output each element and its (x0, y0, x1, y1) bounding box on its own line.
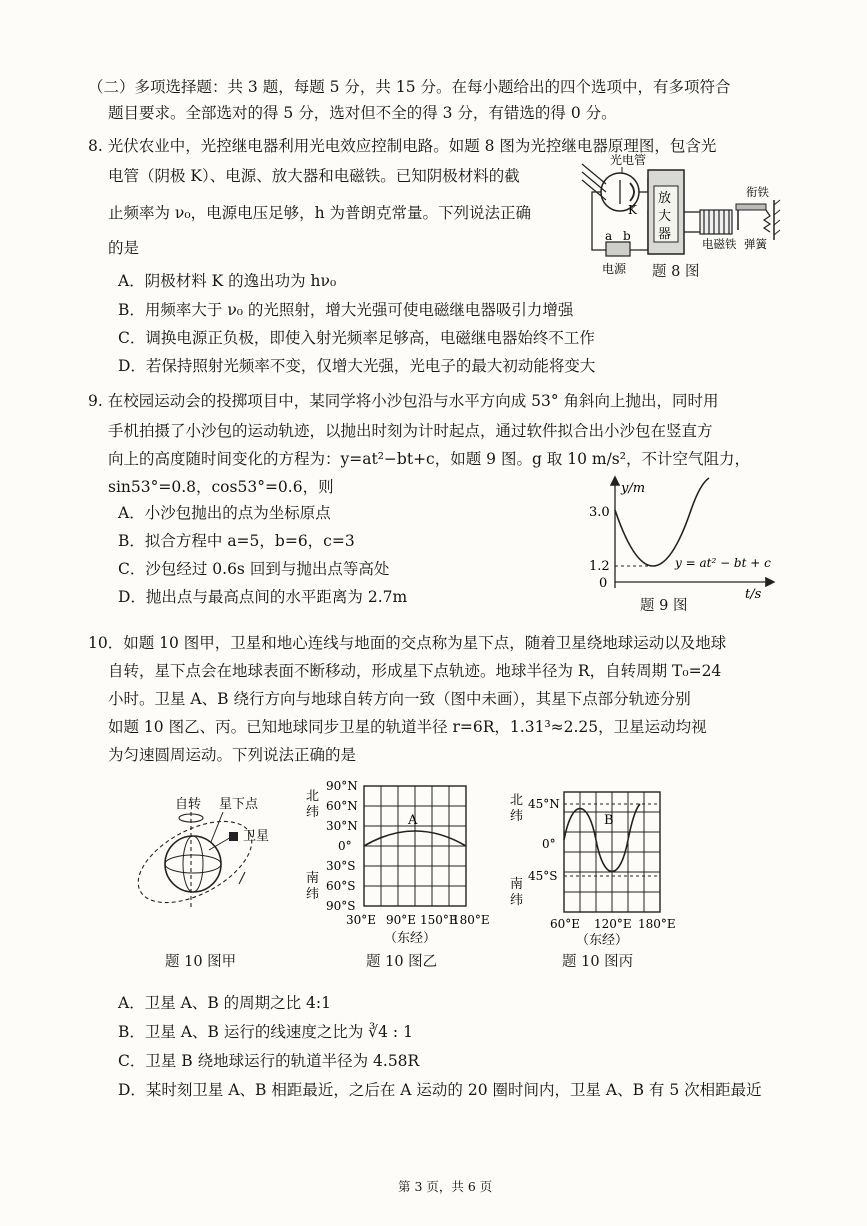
q9-stem-line1: 9. 在校园运动会的投掷项目中，某同学将小沙包沿与水平方向成 53° 角斜向上抛出，同时用 (88, 392, 719, 410)
track-b-curve (564, 804, 640, 872)
lon-label: （东经） (384, 931, 437, 946)
q10-option-a[interactable]: A．卫星 A、B 的周期之比 4:1 (118, 994, 332, 1012)
amplifier-label-1: 放 (658, 191, 672, 206)
q10-option-b[interactable]: B．卫星 A、B 运行的线速度之比为 ∛4 : 1 (118, 1023, 413, 1041)
satellite-label: 卫星 (243, 829, 270, 844)
tick-0: 0 (599, 576, 608, 591)
lon-120e: 120°E (594, 917, 632, 931)
q8-option-d[interactable]: D．若保持照射光频率不变，仅增大光强，光电子的最大初动能将变大 (118, 357, 596, 375)
terminal-b-label: b (623, 229, 631, 243)
lat-60n: 60°N (326, 799, 358, 813)
q10-stem-line2: 自转，星下点会在地球表面不断移动，形成星下点轨迹。地球半径为 R，自转周期 T₀=24 (108, 662, 722, 680)
amplifier-label-2: 大 (658, 209, 672, 224)
lat-60s: 60°S (326, 879, 356, 893)
lon-90e: 90°E (386, 913, 417, 927)
earth (165, 836, 221, 892)
lat-90n: 90°N (326, 779, 358, 793)
lon-label-c: （东经） (576, 933, 629, 948)
track-a-label: A (408, 813, 418, 828)
north-label-c-1: 北 (510, 793, 524, 808)
south-label-c-1: 南 (510, 877, 524, 892)
q10-stem-line5: 为匀速圆周运动。下列说法正确的是 (108, 746, 357, 764)
q9-graph (585, 470, 785, 600)
south-label-2: 纬 (306, 887, 320, 902)
q8-stem-line3: 止频率为 ν₀，电源电压足够，h 为普朗克常量。下列说法正确 (108, 204, 531, 222)
satellite-orbit (135, 805, 265, 920)
q9-figure-caption: 题 9 图 (640, 598, 688, 614)
lon-150e: 150°E (420, 913, 458, 927)
lat-90s: 90°S (326, 899, 356, 913)
q10-stem-line1: 10．如题 10 图甲，卫星和地心连线与地面的交点称为星下点，随着卫星绕地球运动以及地球 (88, 634, 727, 652)
tick-3-0: 3.0 (589, 505, 610, 520)
y-axis-label: y/m (621, 481, 646, 496)
electromagnet-core (700, 210, 732, 234)
q10-fig-c-caption: 题 10 图丙 (562, 954, 634, 970)
q10-fig-a (135, 790, 285, 930)
page-footer: 第 3 页，共 6 页 (398, 1179, 493, 1194)
lon-30e: 30°E (346, 913, 377, 927)
curve-equation: y = at² − bt + c (675, 556, 771, 570)
q10-fig-b (302, 778, 492, 948)
t-axis-label: t/s (745, 587, 762, 600)
q9-option-b[interactable]: B．拟合方程中 a=5，b=6，c=3 (118, 532, 355, 550)
lat-30n: 30°N (326, 819, 358, 833)
q10-fig-c (506, 784, 686, 948)
subpoint-label: 星下点 (219, 797, 259, 812)
power-source (606, 242, 630, 256)
south-label-1: 南 (306, 871, 320, 886)
light-rays (582, 164, 606, 200)
section-instructions-line1: （二）多项选择题：共 3 题，每题 5 分，共 15 分。在每小题给出的四个选项中，有多项符合 (88, 78, 731, 96)
q9-option-d[interactable]: D．抛出点与最高点间的水平距离为 2.7m (118, 588, 408, 606)
q10-stem-line4: 如题 10 图乙、丙。已知地球同步卫星的轨道半径 r=6R，1.31³≈2.25，卫星运动均视 (108, 718, 707, 736)
lon-180e-c: 180°E (638, 917, 676, 931)
north-label-c-2: 纬 (510, 809, 524, 824)
q9-option-c[interactable]: C．沙包经过 0.6s 回到与抛出点等高处 (118, 560, 390, 578)
q8-option-c[interactable]: C．调换电源正负极，即使入射光频率足够高，电磁继电器始终不工作 (118, 329, 595, 347)
q9-stem-line4: sin53°=0.8，cos53°=0.6，则 (108, 478, 334, 496)
q10-stem-line3: 小时。卫星 A、B 绕行方向与地球自转方向一致（图中未画），其星下点部分轨迹分别 (108, 690, 691, 708)
track-b-label: B (604, 813, 614, 828)
lon-180e: 180°E (452, 913, 490, 927)
q8-figure-caption: 题 8 图 (652, 264, 700, 280)
rotation-label: 自转 (175, 797, 202, 812)
q10-fig-b-caption: 题 10 图乙 (366, 954, 438, 970)
cathode-label: K (628, 203, 637, 217)
q10-option-c[interactable]: C．卫星 B 绕地球运行的轨道半径为 4.58R (118, 1052, 420, 1070)
q8-option-b[interactable]: B．用频率大于 ν₀ 的光照射，增大光强可使电磁继电器吸引力增强 (118, 301, 574, 319)
lat-0-c: 0° (542, 837, 556, 851)
tick-1-2: 1.2 (589, 559, 610, 574)
q8-option-a[interactable]: A．阴极材料 K 的逸出功为 hν₀ (118, 272, 337, 290)
q10-fig-a-caption: 题 10 图甲 (165, 954, 237, 970)
terminal-a-label: a (605, 229, 613, 243)
lat-45n: 45°N (528, 797, 560, 811)
amplifier-label-3: 器 (658, 227, 672, 242)
south-label-c-2: 纬 (510, 893, 524, 908)
north-label-1: 北 (306, 789, 320, 804)
lat-45s: 45°S (528, 869, 558, 883)
spring (764, 210, 770, 232)
power-label: 电源 (602, 262, 627, 276)
phototube-label: 光电管 (610, 153, 647, 167)
q9-stem-line2: 手机拍摄了小沙包的运动轨迹，以抛出时刻为计时起点，通过软件拟合出小沙包在竖直方 (108, 422, 713, 440)
lon-60e: 60°E (550, 917, 581, 931)
lat-0: 0° (338, 839, 352, 853)
q8-stem-line2: 电管（阴极 K）、电源、放大器和电磁铁。已知阴极材料的截 (108, 167, 520, 185)
q10-option-d[interactable]: D．某时刻卫星 A、B 相距最近，之后在 A 运动的 20 圈时间内，卫星 A、B 有 5 次相距最近 (118, 1081, 762, 1099)
satellite (229, 832, 238, 841)
north-label-2: 纬 (306, 805, 320, 820)
electromagnet-label: 电磁铁 (702, 237, 737, 251)
q8-stem-line1: 8. 光伏农业中，光控继电器利用光电效应控制电路。如题 8 图为光控继电器原理图，包含光 (88, 137, 717, 155)
armature-label: 衔铁 (746, 185, 769, 199)
armature-bar (736, 204, 766, 210)
q8-stem-line4: 的是 (108, 239, 140, 257)
q9-option-a[interactable]: A．小沙包抛出的点为坐标原点 (118, 504, 331, 522)
spring-label: 弹簧 (744, 237, 767, 251)
section-instructions-line2: 题目要求。全部选对的得 5 分，选对但不全的得 3 分，有错选的得 0 分。 (108, 104, 617, 122)
lat-30s: 30°S (326, 859, 356, 873)
q9-stem-line3: 向上的高度随时间变化的方程为：y=at²−bt+c，如题 9 图。g 取 10 m/s²，不计空气阻力， (108, 450, 750, 468)
